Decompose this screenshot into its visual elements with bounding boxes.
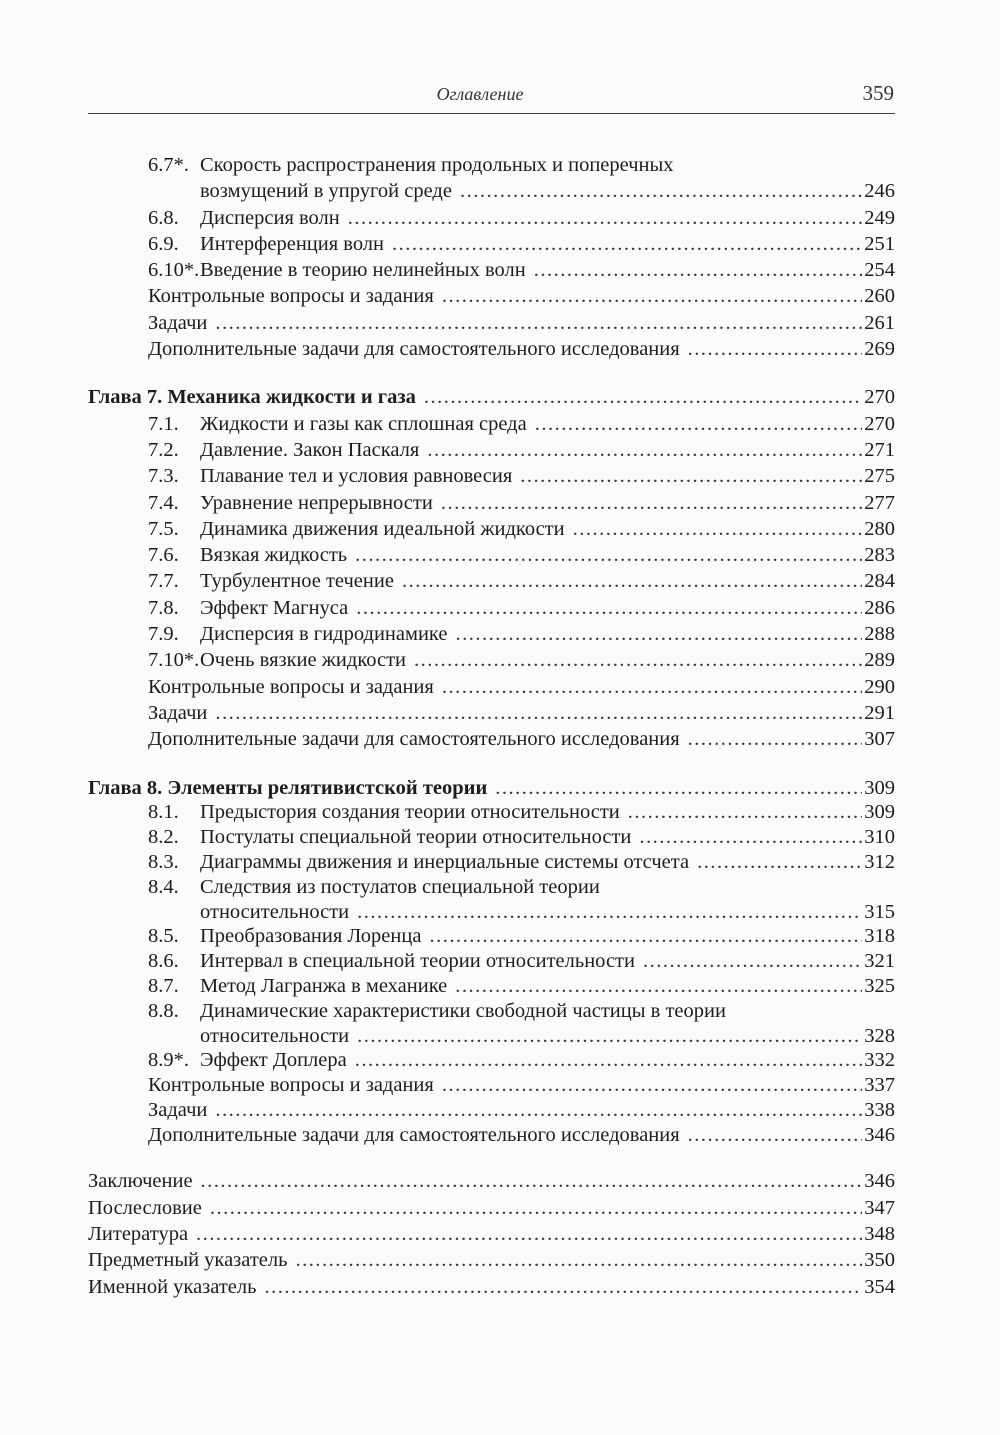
toc-entry[interactable] bbox=[88, 233, 895, 259]
entry-page: 346 bbox=[864, 1170, 895, 1193]
toc-entry[interactable] bbox=[88, 439, 895, 465]
toc-entry[interactable] bbox=[88, 851, 895, 876]
dot-leader bbox=[639, 826, 862, 849]
entry-number: 8.7. bbox=[148, 974, 179, 997]
entry-page: 310 bbox=[864, 826, 895, 849]
dot-leader bbox=[215, 702, 862, 725]
toc-entry[interactable] bbox=[88, 285, 895, 311]
toc-entry[interactable] bbox=[88, 1099, 895, 1124]
entry-number: 8.8. bbox=[148, 999, 179, 1022]
toc-entry[interactable] bbox=[88, 465, 895, 491]
toc-entry[interactable] bbox=[88, 518, 895, 544]
toc-entry[interactable] bbox=[88, 1000, 895, 1025]
dot-leader bbox=[201, 1170, 863, 1193]
entry-page: 275 bbox=[864, 465, 895, 488]
entry-title: Дополнительные задачи для самостоятельного исследования bbox=[148, 728, 680, 751]
dot-leader bbox=[643, 950, 862, 973]
entry-page: 288 bbox=[864, 623, 895, 646]
entry-title: Дополнительные задачи для самостоятельного исследования bbox=[148, 1123, 680, 1146]
entry-title: Интерференция волн bbox=[200, 232, 384, 255]
entry-page: 246 bbox=[864, 180, 895, 203]
dot-leader bbox=[442, 676, 862, 699]
entry-number: 8.5. bbox=[148, 925, 179, 948]
dot-leader bbox=[628, 801, 862, 824]
toc-entry[interactable] bbox=[88, 338, 895, 364]
entry-page: 251 bbox=[864, 232, 895, 255]
entry-title: Предметный указатель bbox=[88, 1249, 288, 1272]
entry-page: 284 bbox=[864, 570, 895, 593]
entry-title: Преобразования Лоренца bbox=[200, 925, 422, 948]
toc-entry[interactable] bbox=[88, 492, 895, 518]
dot-leader bbox=[427, 439, 862, 462]
entry-page: 346 bbox=[864, 1123, 895, 1146]
dot-leader bbox=[264, 1276, 862, 1299]
toc-entry[interactable] bbox=[88, 676, 895, 702]
dot-leader bbox=[688, 728, 863, 751]
dot-leader bbox=[697, 851, 862, 874]
toc-entry[interactable] bbox=[88, 649, 895, 675]
toc-group bbox=[88, 777, 895, 1149]
toc-group bbox=[88, 386, 895, 754]
entry-title: Интервал в специальной теории относительности bbox=[200, 950, 635, 973]
entry-page: 338 bbox=[864, 1098, 895, 1121]
toc-entry[interactable] bbox=[88, 623, 895, 649]
toc-entry[interactable] bbox=[88, 901, 895, 926]
entry-title: Жидкости и газы как сплошная среда bbox=[200, 412, 527, 435]
entry-title: Задачи bbox=[148, 1098, 208, 1121]
toc-entry[interactable] bbox=[88, 826, 895, 851]
entry-title: Контрольные вопросы и задания bbox=[148, 675, 434, 698]
dot-leader bbox=[424, 386, 862, 409]
dot-leader bbox=[442, 285, 862, 308]
entry-page: 309 bbox=[864, 776, 895, 799]
toc-entry[interactable] bbox=[88, 975, 895, 1000]
dot-leader bbox=[210, 1197, 862, 1220]
entry-page: 254 bbox=[864, 259, 895, 282]
dot-leader bbox=[215, 312, 862, 335]
toc-entry[interactable] bbox=[88, 1223, 895, 1249]
toc-entry[interactable] bbox=[88, 876, 895, 901]
entry-number: 7.6. bbox=[148, 544, 179, 567]
dot-leader bbox=[429, 925, 862, 948]
entry-title: Введение в теорию нелинейных волн bbox=[200, 259, 526, 282]
dot-leader bbox=[442, 1074, 862, 1097]
entry-number: 6.8. bbox=[148, 206, 179, 229]
dot-leader bbox=[355, 544, 862, 567]
toc-entry[interactable] bbox=[88, 570, 895, 596]
toc-entry[interactable] bbox=[88, 801, 895, 826]
chapter-entry[interactable] bbox=[88, 386, 895, 412]
table-of-contents bbox=[88, 154, 895, 1324]
chapter-title: Глава 8. Элементы релятивистской теории bbox=[88, 776, 488, 799]
entry-title: Дисперсия волн bbox=[200, 206, 340, 229]
entry-title: Давление. Закон Паскаля bbox=[200, 438, 420, 461]
entry-number: 8.9*. bbox=[148, 1049, 189, 1072]
dot-leader bbox=[455, 975, 862, 998]
entry-title: Метод Лагранжа в механике bbox=[200, 974, 448, 997]
entry-page: 270 bbox=[864, 386, 895, 409]
entry-title: Литература bbox=[88, 1223, 189, 1246]
entry-title: Диаграммы движения и инерциальные системы отсчета bbox=[200, 850, 690, 873]
entry-number: 8.1. bbox=[148, 801, 179, 824]
dot-leader bbox=[460, 180, 862, 203]
dot-leader bbox=[573, 518, 863, 541]
entry-title: Постулаты специальной теории относительности bbox=[200, 826, 632, 849]
entry-number: 7.1. bbox=[148, 412, 179, 435]
entry-title: Задачи bbox=[148, 701, 208, 724]
dot-leader bbox=[357, 1025, 862, 1048]
toc-entry[interactable] bbox=[88, 728, 895, 754]
entry-page: 309 bbox=[864, 801, 895, 824]
toc-entry[interactable] bbox=[88, 1025, 895, 1050]
entry-page: 328 bbox=[864, 1024, 895, 1047]
toc-group bbox=[88, 1170, 895, 1301]
entry-title: Следствия из постулатов специальной теории bbox=[200, 875, 600, 898]
entry-number: 7.9. bbox=[148, 623, 179, 646]
running-header-title: Оглавление bbox=[436, 84, 524, 104]
toc-entry[interactable] bbox=[88, 1124, 895, 1149]
toc-entry[interactable] bbox=[88, 1276, 895, 1302]
entry-page: 318 bbox=[864, 925, 895, 948]
dot-leader bbox=[348, 207, 863, 230]
entry-page: 354 bbox=[864, 1275, 895, 1298]
entry-title: Уравнение непрерывности bbox=[200, 491, 433, 514]
dot-leader bbox=[520, 465, 862, 488]
toc-entry[interactable] bbox=[88, 1197, 895, 1223]
dot-leader bbox=[196, 1223, 862, 1246]
toc-entry[interactable] bbox=[88, 702, 895, 728]
entry-page: 277 bbox=[864, 491, 895, 514]
entry-title-continued: относительности bbox=[200, 1024, 350, 1047]
entry-page: 325 bbox=[864, 974, 895, 997]
dot-leader bbox=[535, 413, 863, 436]
dot-leader bbox=[355, 1049, 863, 1072]
entry-number: 7.2. bbox=[148, 438, 179, 461]
entry-page: 312 bbox=[864, 850, 895, 873]
toc-entry[interactable] bbox=[88, 1074, 895, 1099]
entry-page: 307 bbox=[864, 728, 895, 751]
entry-page: 289 bbox=[864, 649, 895, 672]
dot-leader bbox=[414, 649, 862, 672]
entry-title: Предыстория создания теории относительности bbox=[200, 801, 620, 824]
entry-number: 8.4. bbox=[148, 875, 179, 898]
entry-number: 8.6. bbox=[148, 950, 179, 973]
toc-entry[interactable] bbox=[88, 1249, 895, 1275]
toc-entry[interactable] bbox=[88, 259, 895, 285]
entry-title: Турбулентное течение bbox=[200, 570, 394, 593]
entry-page: 315 bbox=[864, 900, 895, 923]
toc-entry[interactable] bbox=[88, 925, 895, 950]
chapter-title: Глава 7. Механика жидкости и газа bbox=[88, 386, 416, 409]
entry-page: 291 bbox=[864, 701, 895, 724]
entry-title-continued: возмущений в упругой среде bbox=[200, 180, 452, 203]
entry-number: 7.5. bbox=[148, 517, 179, 540]
toc-entry[interactable] bbox=[88, 1049, 895, 1074]
entry-number: 8.2. bbox=[148, 826, 179, 849]
entry-title: Динамические характеристики свободной частицы в теории bbox=[200, 999, 726, 1022]
dot-leader bbox=[392, 233, 862, 256]
toc-entry[interactable] bbox=[88, 154, 895, 180]
entry-title: Эффект Доплера bbox=[200, 1049, 347, 1072]
dot-leader bbox=[215, 1099, 862, 1122]
entry-title: Эффект Магнуса bbox=[200, 596, 349, 619]
entry-number: 8.3. bbox=[148, 850, 179, 873]
entry-page: 280 bbox=[864, 517, 895, 540]
dot-leader bbox=[357, 901, 862, 924]
entry-title: Дополнительные задачи для самостоятельного исследования bbox=[148, 338, 680, 361]
entry-page: 270 bbox=[864, 412, 895, 435]
entry-title: Задачи bbox=[148, 311, 208, 334]
entry-title: Скорость распространения продольных и поперечных bbox=[200, 154, 674, 176]
dot-leader bbox=[402, 570, 862, 593]
dot-leader bbox=[296, 1249, 863, 1272]
entry-page: 286 bbox=[864, 596, 895, 619]
dot-leader bbox=[688, 338, 863, 361]
toc-entry[interactable] bbox=[88, 180, 895, 206]
toc-entry[interactable] bbox=[88, 207, 895, 233]
entry-page: 261 bbox=[864, 311, 895, 334]
entry-number: 7.4. bbox=[148, 491, 179, 514]
dot-leader bbox=[441, 492, 862, 515]
entry-title: Очень вязкие жидкости bbox=[200, 649, 407, 672]
toc-entry[interactable] bbox=[88, 1170, 895, 1196]
page-number: 359 bbox=[862, 81, 894, 105]
entry-title: Вязкая жидкость bbox=[200, 544, 348, 567]
dot-leader bbox=[688, 1124, 863, 1147]
toc-entry[interactable] bbox=[88, 312, 895, 338]
dot-leader bbox=[356, 597, 862, 620]
dot-leader bbox=[455, 623, 862, 646]
entry-title: Контрольные вопросы и задания bbox=[148, 1074, 434, 1097]
entry-title: Контрольные вопросы и задания bbox=[148, 285, 434, 308]
entry-page: 321 bbox=[864, 950, 895, 973]
entry-page: 332 bbox=[864, 1049, 895, 1072]
entry-page: 350 bbox=[864, 1249, 895, 1272]
chapter-entry[interactable] bbox=[88, 777, 895, 802]
header-rule bbox=[88, 113, 895, 114]
toc-group bbox=[88, 154, 895, 364]
entry-title: Динамика движения идеальной жидкости bbox=[200, 517, 565, 540]
entry-title: Послесловие bbox=[88, 1196, 202, 1219]
entry-number: 7.3. bbox=[148, 465, 179, 488]
entry-title-continued: относительности bbox=[200, 900, 350, 923]
dot-leader bbox=[495, 777, 862, 800]
entry-number: 6.9. bbox=[148, 232, 179, 255]
entry-title: Плавание тел и условия равновесия bbox=[200, 465, 513, 488]
toc-entry[interactable] bbox=[88, 413, 895, 439]
entry-page: 283 bbox=[864, 544, 895, 567]
entry-number: 7.7. bbox=[148, 570, 179, 593]
entry-page: 269 bbox=[864, 338, 895, 361]
toc-entry[interactable] bbox=[88, 597, 895, 623]
entry-title: Заключение bbox=[88, 1170, 193, 1193]
entry-number: 6.7*. bbox=[148, 154, 189, 176]
entry-page: 271 bbox=[864, 438, 895, 461]
entry-number: 6.10*. bbox=[148, 259, 200, 282]
entry-page: 249 bbox=[864, 206, 895, 229]
entry-title: Дисперсия в гидродинамике bbox=[200, 623, 448, 646]
entry-page: 290 bbox=[864, 675, 895, 698]
entry-number: 7.8. bbox=[148, 596, 179, 619]
toc-entry[interactable] bbox=[88, 544, 895, 570]
entry-number: 7.10*. bbox=[148, 649, 200, 672]
dot-leader bbox=[534, 259, 863, 282]
entry-page: 348 bbox=[864, 1223, 895, 1246]
entry-page: 337 bbox=[864, 1074, 895, 1097]
entry-page: 347 bbox=[864, 1196, 895, 1219]
toc-entry[interactable] bbox=[88, 950, 895, 975]
entry-title: Именной указатель bbox=[88, 1275, 257, 1298]
entry-page: 260 bbox=[864, 285, 895, 308]
